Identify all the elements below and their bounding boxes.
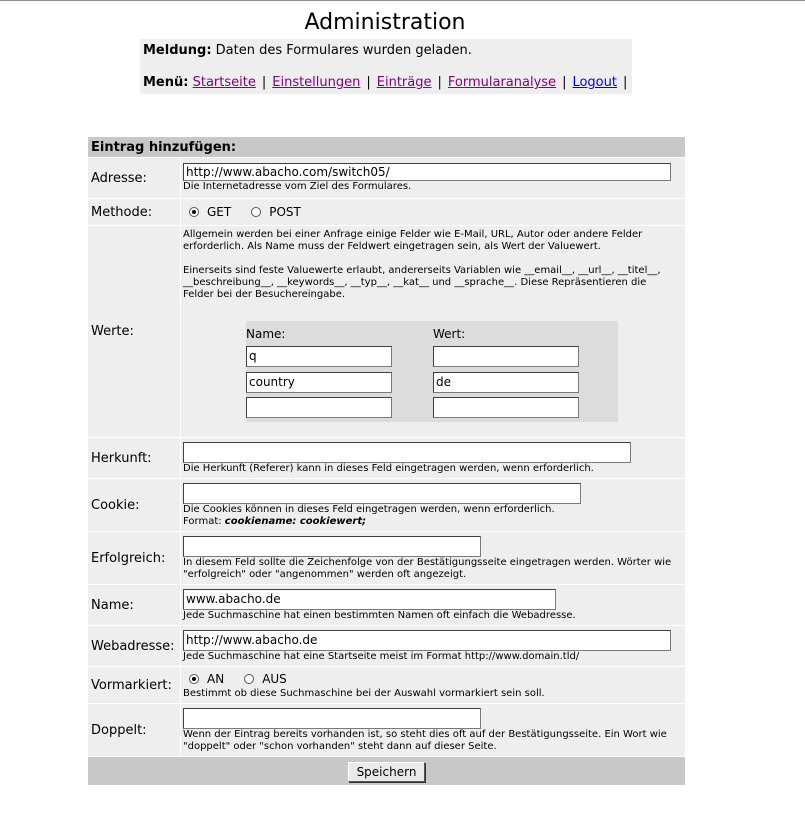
menu-separator: |: [366, 75, 371, 90]
menu-link-logout[interactable]: Logout: [572, 75, 617, 90]
doppelt-help: Wenn der Eintrag bereits vorhanden ist, so steht dies oft auf der Bestätigungsseite. Ein Wort wie "doppelt" oder "schon vorhanden" steht dann auf dieser Seite.: [183, 728, 667, 752]
menu-separator: |: [622, 75, 628, 90]
status-message: [143, 43, 472, 58]
herkunft-input[interactable]: [183, 442, 631, 463]
menu-separator: |: [562, 75, 567, 90]
vormarkiert-label: Vormarkiert:: [88, 667, 181, 704]
main-menu: [143, 75, 633, 90]
cookie-input[interactable]: [183, 483, 581, 504]
erfolgreich-label: Erfolgreich:: [88, 532, 181, 585]
menu-link-startseite[interactable]: Startseite: [192, 75, 256, 90]
erfolgreich-help: In diesem Feld sollte die Zeichenfolge von der Bestätigungsseite eingetragen werden. Wörter wie "erfolgreich" oder "angenommen" werden oft angezeigt.: [183, 556, 672, 580]
cookie-help: Die Cookies können in dieses Feld eingetragen werden, wenn erforderlich.: [183, 503, 555, 515]
herkunft-label: Herkunft:: [88, 438, 181, 479]
menu-label: Menü:: [143, 75, 189, 90]
radio-unselected-icon: [244, 674, 254, 684]
werte-wert-input[interactable]: [433, 346, 579, 367]
name-help: Jede Suchmaschine hat einen bestimmten Namen oft einfach die Webadresse.: [183, 609, 576, 621]
form-footer: [88, 757, 686, 786]
vormarkiert-help: Bestimmt ob diese Suchmaschine bei der Auswahl vormarkiert sein soll.: [183, 688, 545, 699]
werte-name-input[interactable]: [246, 346, 392, 367]
werte-name-header: Name:: [246, 327, 286, 341]
radio-selected-icon: [189, 674, 199, 684]
herkunft-help: Die Herkunft (Referer) kann in dieses Feld eingetragen werden, wenn erforderlich.: [183, 462, 594, 474]
message-box: [140, 39, 632, 94]
werte-table: [246, 321, 618, 422]
werte-wert-input[interactable]: [433, 372, 579, 393]
radio-selected-icon: [189, 207, 199, 217]
message-label: Meldung:: [143, 43, 212, 58]
menu-separator: |: [437, 75, 442, 90]
werte-name-input[interactable]: [246, 372, 392, 393]
cookie-format-value: cookiename: cookiewert;: [224, 515, 367, 527]
cookie-format: [183, 516, 685, 528]
methode-post-label: POST: [269, 205, 301, 219]
werte-label: Werte:: [88, 226, 181, 438]
cookie-label: Cookie:: [88, 479, 181, 532]
methode-get-radio[interactable]: [189, 205, 231, 219]
vormarkiert-an-label: AN: [207, 672, 225, 686]
vormarkiert-aus-radio[interactable]: [244, 672, 287, 686]
werte-name-input[interactable]: [246, 397, 392, 418]
vormarkiert-an-radio[interactable]: [189, 672, 224, 686]
cookie-format-label: Format:: [183, 515, 222, 527]
webadresse-input[interactable]: [183, 630, 671, 651]
methode-get-label: GET: [207, 205, 232, 219]
werte-wert-input[interactable]: [433, 397, 579, 418]
message-text: Daten des Formulares wurden geladen.: [215, 43, 472, 58]
doppelt-label: Doppelt:: [88, 704, 181, 757]
radio-unselected-icon: [251, 207, 261, 217]
menu-link-einstellungen[interactable]: Einstellungen: [272, 75, 361, 90]
webadresse-help: Jede Suchmaschine hat eine Startseite meist im Format http://www.domain.tld/: [183, 650, 580, 662]
methode-label: Methode:: [88, 199, 181, 226]
menu-link-eintraege[interactable]: Einträge: [376, 75, 432, 90]
werte-help-variables: Einerseits sind feste Valuewerte erlaubt, andererseits Variablen wie __email__, __url__, __titel__, __beschreibung__, __keywords__, __typ__, __kat__ und __sprache__. Diese Repräsentieren die Felder bei der Besuchereingabe.: [183, 265, 661, 300]
adresse-help: Die Internetadresse vom Ziel des Formulares.: [183, 181, 412, 192]
page-title: Administration: [304, 10, 466, 35]
save-button[interactable]: Speichern: [348, 762, 426, 782]
menu-separator: |: [261, 75, 267, 90]
form-header: Eintrag hinzufügen:: [88, 137, 686, 158]
webadresse-label: Webadresse:: [88, 626, 181, 667]
methode-post-radio[interactable]: [251, 205, 301, 219]
werte-wert-header: Wert:: [433, 327, 466, 341]
doppelt-input[interactable]: [183, 708, 481, 729]
menu-link-formularanalyse[interactable]: Formularanalyse: [447, 75, 557, 90]
name-label: Name:: [88, 585, 181, 626]
erfolgreich-input[interactable]: [183, 536, 481, 557]
adresse-label: Adresse:: [88, 158, 181, 199]
add-entry-form: [87, 136, 686, 786]
vormarkiert-aus-label: AUS: [262, 672, 287, 686]
adresse-input[interactable]: [183, 163, 671, 181]
werte-help-general: Allgemein werden bei einer Anfrage einige Felder wie E-Mail, URL, Autor oder andere Felder erforderlich. Als Name muss der Feldwert eingetragen sein, als Wert der Valuewert.: [183, 229, 643, 252]
name-input[interactable]: [183, 589, 556, 610]
